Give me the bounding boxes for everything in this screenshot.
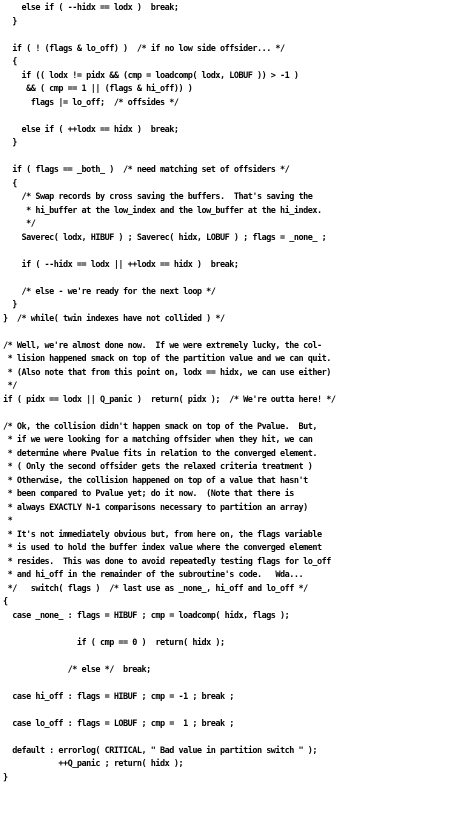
code-line: [3, 110, 469, 124]
code-line: /* Well, we're almost done now. If we were extremely lucky, the col-: [3, 340, 322, 351]
code-line: * ( Only the second offsider gets the relaxed criteria treatment ): [3, 462, 313, 472]
code-line: *: [3, 516, 13, 526]
code-line: * been compared to Pvalue yet; do it now. (Note that there is: [3, 489, 294, 499]
code-line: [3, 29, 469, 43]
code-line: if (( lodx != pidx && (cmp = loadcomp( lodx, LOBUF )) > -1 ): [3, 70, 299, 81]
code-line: if ( --hidx == lodx || ++lodx == hidx ) break;: [3, 259, 239, 270]
code-line: Saverec( lodx, HIBUF ) ; Saverec( hidx, LOBUF ) ; flags = _none_ ;: [3, 232, 327, 243]
code-line: /* else - we're ready for the next loop */: [3, 286, 216, 297]
code-line: [3, 650, 469, 664]
code-line: else if ( --hidx == lodx ) break;: [3, 3, 179, 13]
code-line: * always EXACTLY N-1 comparisons necessary to partition an array): [3, 502, 308, 513]
code-line: * Otherwise, the collision happened on top of a value that hasn't: [3, 475, 308, 486]
code-line: */: [3, 219, 36, 229]
code-line: /* Ok, the collision didn't happen smack on top of the Pvalue. But,: [3, 421, 317, 432]
code-line: [3, 407, 469, 421]
code-line: case hi_off : flags = HIBUF ; cmp = -1 ; break ;: [3, 691, 234, 702]
code-line: */ switch( flags ) /* last use as _none_, hi_off and lo_off */: [3, 583, 308, 594]
code-line: default : errorlog( CRITICAL, " Bad value in partition switch " );: [3, 745, 317, 756]
code-line: if ( pidx == lodx || Q_panic ) return( pidx ); /* We're outta here! */: [3, 394, 336, 405]
code-line: if ( flags == _both_ ) /* need matching set of offsiders */: [3, 165, 290, 175]
code-listing: [3, 2, 469, 785]
code-line: * hi_buffer at the low_index and the low_buffer at the hi_index.: [3, 205, 322, 216]
code-line: /* else */ break;: [3, 664, 151, 675]
code-line: else if ( ++lodx == hidx ) break;: [3, 124, 179, 135]
code-line: /* Swap records by cross saving the buffers. That's saving the: [3, 192, 313, 202]
code-line: [3, 151, 469, 165]
code-line: }: [3, 300, 17, 310]
code-line: * if we were looking for a matching offsider when they hit, we can: [3, 435, 313, 445]
code-line: }: [3, 138, 17, 148]
code-line: * (Also note that from this point on, lodx == hidx, we can use either): [3, 367, 331, 378]
code-line: [3, 326, 469, 340]
code-line: }: [3, 772, 8, 783]
code-line: if ( cmp == 0 ) return( hidx );: [3, 637, 225, 648]
code-line: * is used to hold the buffer index value where the converged element: [3, 543, 322, 553]
code-line: * lision happened smack on top of the partition value and we can quit.: [3, 354, 331, 364]
code-line: {: [3, 178, 17, 189]
code-line: [3, 623, 469, 637]
code-line: * determine where Pvalue fits in relation to the converged element.: [3, 448, 317, 459]
code-line: && ( cmp == 1 || (flags & hi_off)) ): [3, 84, 193, 94]
code-line: [3, 677, 469, 691]
code-line: case _none_ : flags = HIBUF ; cmp = loadcomp( hidx, flags );: [3, 610, 290, 621]
code-line: ++Q_panic ; return( hidx );: [3, 759, 184, 769]
code-line: * It's not immediately obvious but, from here on, the flags variable: [3, 529, 322, 540]
code-line: {: [3, 57, 17, 67]
code-line: flags |= lo_off; /* offsides */: [3, 97, 179, 108]
code-line: case lo_off : flags = LOBUF ; cmp = 1 ; break ;: [3, 718, 234, 729]
code-line: [3, 704, 469, 718]
code-line: [3, 731, 469, 745]
code-line: if ( ! (flags & lo_off) ) /* if no low side offsider... */: [3, 43, 285, 54]
code-line: [3, 272, 469, 286]
code-line: * and hi_off in the remainder of the subroutine's code. Wda...: [3, 570, 304, 580]
code-line: [3, 245, 469, 259]
code-line: {: [3, 597, 8, 607]
code-line: }: [3, 16, 17, 27]
code-line: */: [3, 381, 17, 391]
code-line: } /* while( twin indexes have not collided ) */: [3, 313, 225, 324]
code-line: * resides. This was done to avoid repeatedly testing flags for lo_off: [3, 556, 331, 567]
